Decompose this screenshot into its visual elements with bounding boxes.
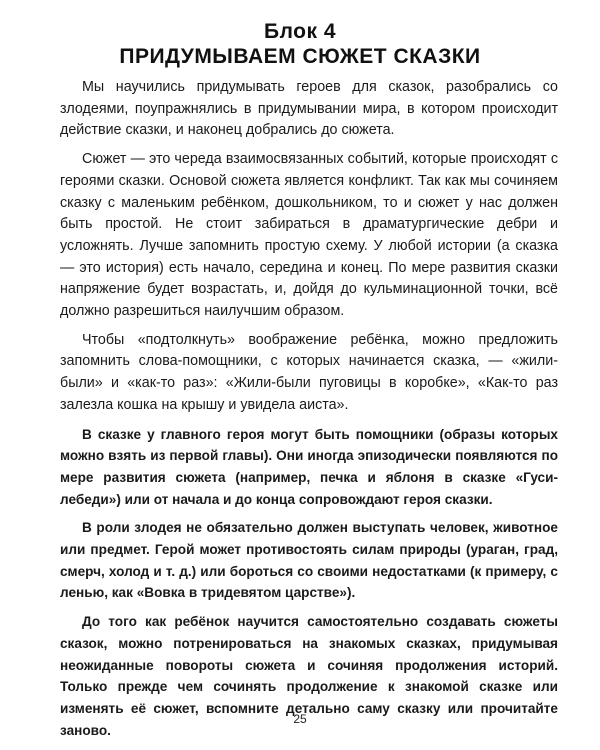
paragraph-helper-words: Чтобы «подтолкнуть» воображение ребёнка, можно предложить запомнить слова-помощники, с которых начинается сказка, — «жили-были» и «как-то раз»: «Жили-были пуговицы в коробке», «Как-то раз залезла кошка на крышу и увидела аиста».: [60, 331, 558, 413]
paragraph-plot-definition: Сюжет — это череда взаимосвязанных событий, которые происходят с героями сказки. Основой сюжета является конфликт. Так как мы сочиняем сказку с маленьким ребёнком, дошкольником, то и сюжет у нас должен быть простой. Не стоит забираться в драматургические дебри и усложнять. Лучше запомнить простую схему. У любой истории (а сказка — это история) есть начало, середина и конец. По мере развития сказки напряжение будет возрастать, и, дойдя до кульминационной точки, всё должно разрешиться наилучшим образом.: [60, 151, 558, 320]
block-label: Блок 4: [263, 20, 336, 43]
paragraph-intro: Мы научились придумывать героев для сказок, разобрались со злодеями, поупражнялись в придумывании мира, в котором происходит действие сказки, и наконец добрались до сюжета.: [60, 79, 558, 139]
body-text: [60, 77, 558, 748]
page-number: 25: [293, 712, 307, 726]
paragraph-villain: В роли злодея не обязательно должен выступать человек, животное или предмет. Герой может противостоять силам природы (ураган, град, смерч, холод и т. д.) или бороться со своими недостатками (к примеру, с ленью, как «Вовка в тридевятом царстве»).: [60, 520, 558, 601]
chapter-title: ПРИДУМЫВАЕМ СЮЖЕТ СКАЗКИ: [119, 45, 481, 68]
paragraph-helpers: В сказке у главного героя могут быть помощники (образы которых можно взять из первой главы). Они иногда эпизодически появляются по мере развития сюжета (например, печка и яблоня в сказке «Гуси-лебеди») или от начала и до конца сопровождают героя сказки.: [60, 426, 558, 507]
paragraph-practice: До того как ребёнок научится самостоятельно создавать сюжеты сказок, можно потренироваться на знакомых сказках, придумывая неожиданные повороты сюжета и сочиняя продолжения историй. Только прежде чем сочинять продолжение к знакомой сказке или изменять её сюжет, вспомните детально саму сказку или прочитайте заново.: [60, 614, 558, 738]
